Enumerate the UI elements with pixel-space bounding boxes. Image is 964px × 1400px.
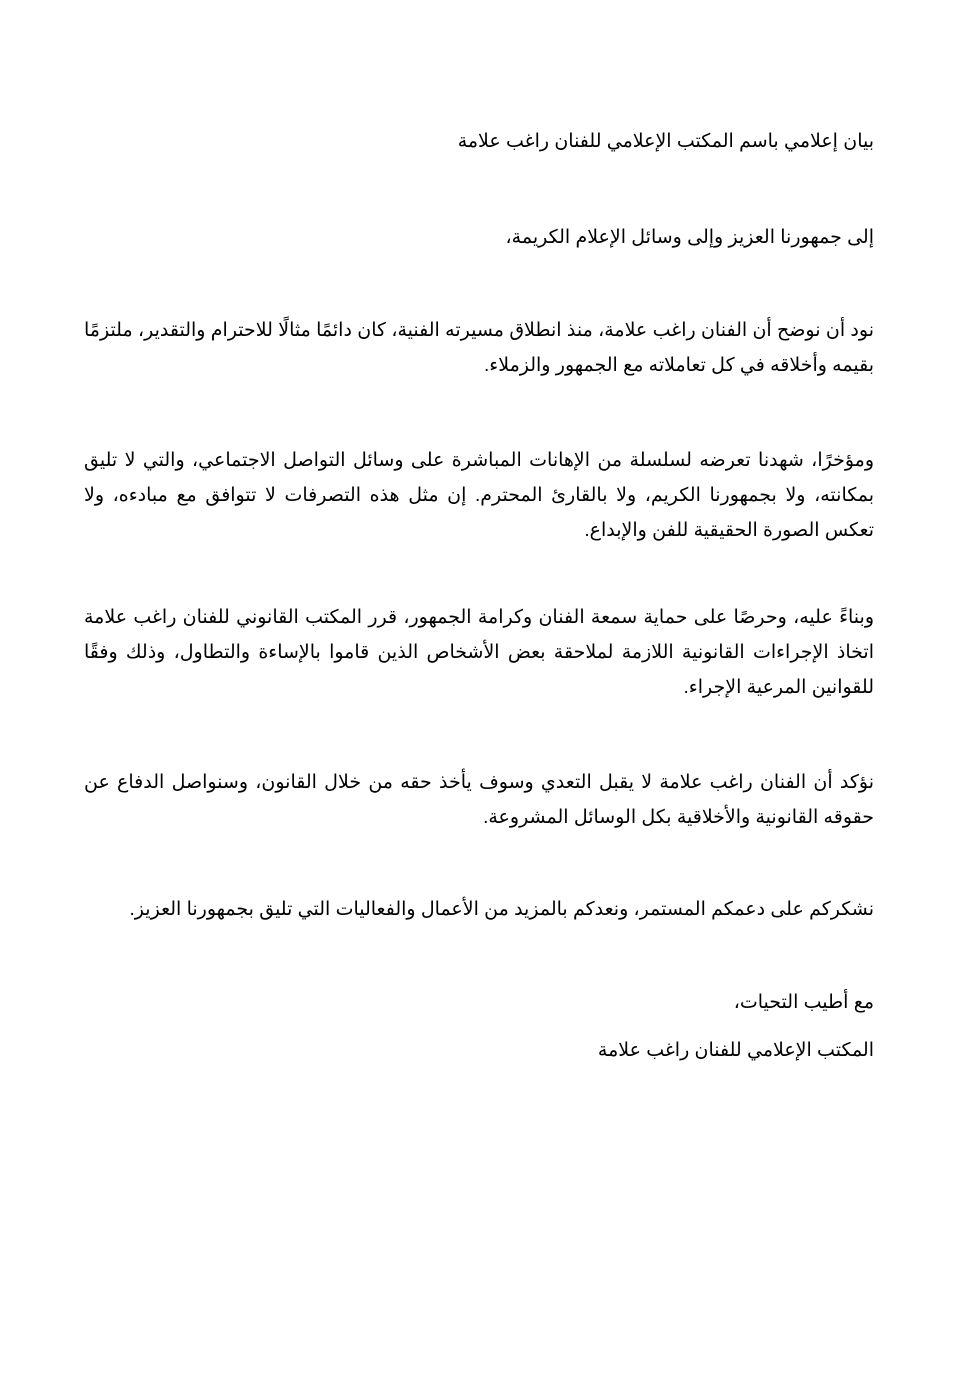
paragraph-5: نشكركم على دعمكم المستمر، ونعدكم بالمزيد من الأعمال والفعاليات التي تليق بجمهورنا العزيز. [129,899,874,920]
paragraph-2: ومؤخرًا، شهدنا تعرضه لسلسلة من الإهانات المباشرة على وسائل التواصل الاجتماعي، والتي لا تليق بمكانته، ولا بجمهورنا الكريم، ولا بالقارئ المحترم. إن مثل هذه التصرفات لا تتوافق مع مبادءه، ولا تعكس الصورة الحقيقية للفن والإبداع. [84,450,874,541]
paragraph-1: نود أن نوضح أن الفنان راغب علامة، منذ انطلاق مسيرته الفنية، كان دائمًا مثالًا للاحترام والتقدير، ملتزمًا بقيمه وأخلاقه في كل تعاملاته مع الجمهور والزملاء. [84,320,874,376]
signature: المكتب الإعلامي للفنان راغب علامة [597,1040,874,1061]
document-title: بيان إعلامي باسم المكتب الإعلامي للفنان راغب علامة [457,131,874,152]
paragraph-4: نؤكد أن الفنان راغب علامة لا يقبل التعدي وسوف يأخذ حقه من خلال القانون، وسنواصل الدفاع عن حقوقه القانونية والأخلاقية بكل الوسائل المشروعة. [84,772,874,828]
salutation: إلى جمهورنا العزيز وإلى وسائل الإعلام الكريمة، [505,227,874,248]
paragraph-3: وبناءً عليه، وحرصًا على حماية سمعة الفنان وكرامة الجمهور، قرر المكتب القانوني للفنان راغب علامة اتخاذ الإجراءات القانونية اللازمة لملاحقة بعض الأشخاص الذين قاموا بالإساءة والتطاول، وذلك وفقًا للقوانين المرعية الإجراء. [84,607,874,698]
closing-line: مع أطيب التحيات، [733,992,874,1013]
